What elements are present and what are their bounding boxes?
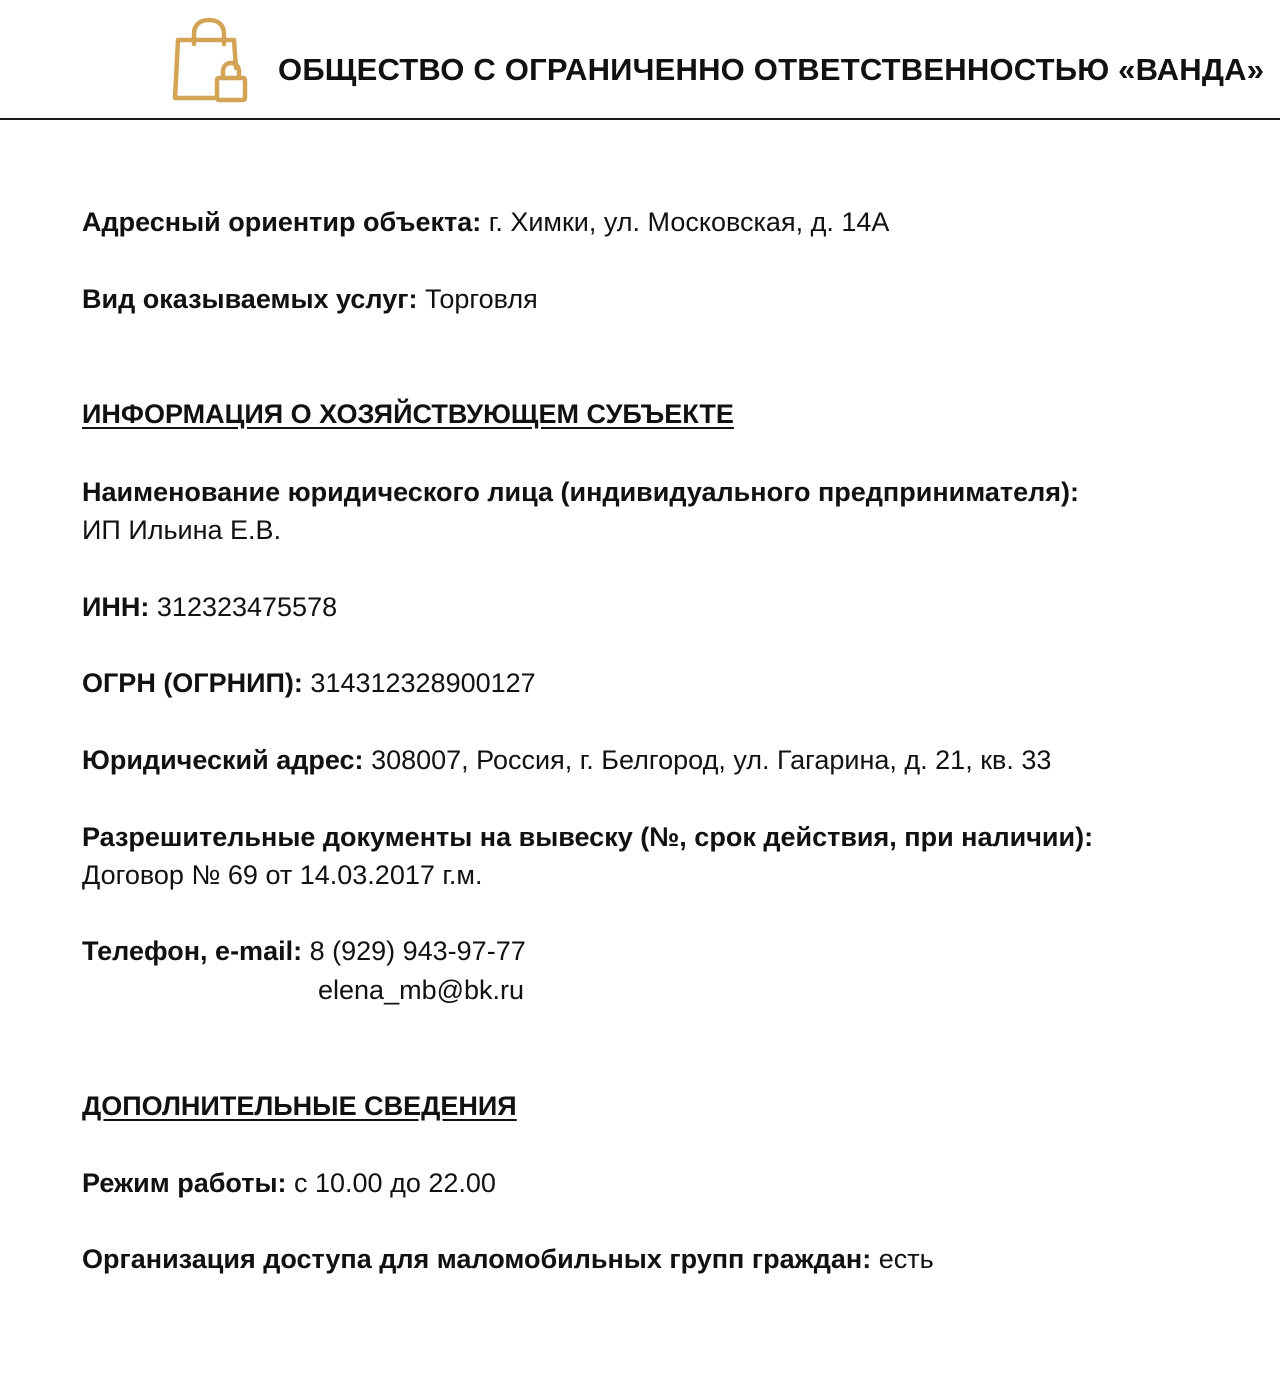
phone-value: 8 (929) 943-97-77	[302, 936, 526, 966]
hours-label: Режим работы:	[82, 1168, 287, 1198]
permits-label-row	[82, 818, 1093, 856]
legal-address-value: 308007, Россия, г. Белгород, ул. Гагарина, д. 21, кв. 33	[363, 745, 1052, 775]
entity-name-label: Наименование юридического лица (индивидуального предпринимателя):	[82, 477, 1079, 507]
ogrn-row	[82, 664, 536, 702]
object-address-label: Адресный ориентир объекта:	[82, 207, 482, 237]
permits-value: Договор № 69 от 14.03.2017 г.м.	[82, 860, 483, 890]
entity-name-label-row	[82, 473, 1079, 511]
shopping-bag-lock-icon	[168, 16, 252, 106]
contacts-row	[82, 932, 526, 970]
inn-value: 312323475578	[149, 592, 338, 622]
page-header	[0, 0, 1280, 120]
services-value: Торговля	[417, 284, 538, 314]
object-address-row	[82, 203, 889, 241]
accessibility-row	[82, 1240, 934, 1278]
inn-label: ИНН:	[82, 592, 150, 622]
contacts-label: Телефон, e-mail:	[82, 936, 303, 966]
email-value: elena_mb@bk.ru	[318, 975, 525, 1005]
services-label: Вид оказываемых услуг:	[82, 284, 418, 314]
legal-address-row	[82, 741, 1051, 779]
ogrn-label: ОГРН (ОГРНИП):	[82, 668, 303, 698]
entity-section-title: ИНФОРМАЦИЯ О ХОЗЯЙСТВУЮЩЕМ СУБЪЕКТЕ	[82, 399, 734, 429]
accessibility-label: Организация доступа для маломобильных групп граждан:	[82, 1244, 872, 1274]
additional-section-title: ДОПОЛНИТЕЛЬНЫЕ СВЕДЕНИЯ	[82, 1091, 517, 1121]
hours-value: с 10.00 до 22.00	[286, 1168, 496, 1198]
hours-row	[82, 1164, 496, 1202]
accessibility-value: есть	[871, 1244, 934, 1274]
permits-label: Разрешительные документы на вывеску (№, срок действия, при наличии):	[82, 822, 1094, 852]
services-row	[82, 280, 538, 318]
object-address-value: г. Химки, ул. Московская, д. 14А	[481, 207, 890, 237]
inn-row	[82, 588, 337, 626]
entity-name-value: ИП Ильина Е.В.	[82, 515, 282, 545]
company-title: ОБЩЕСТВО С ОГРАНИЧЕННО ОТВЕТСТВЕННОСТЬЮ «ВАНДА»	[278, 52, 1265, 87]
ogrn-value: 314312328900127	[302, 668, 536, 698]
legal-address-label: Юридический адрес:	[82, 745, 364, 775]
